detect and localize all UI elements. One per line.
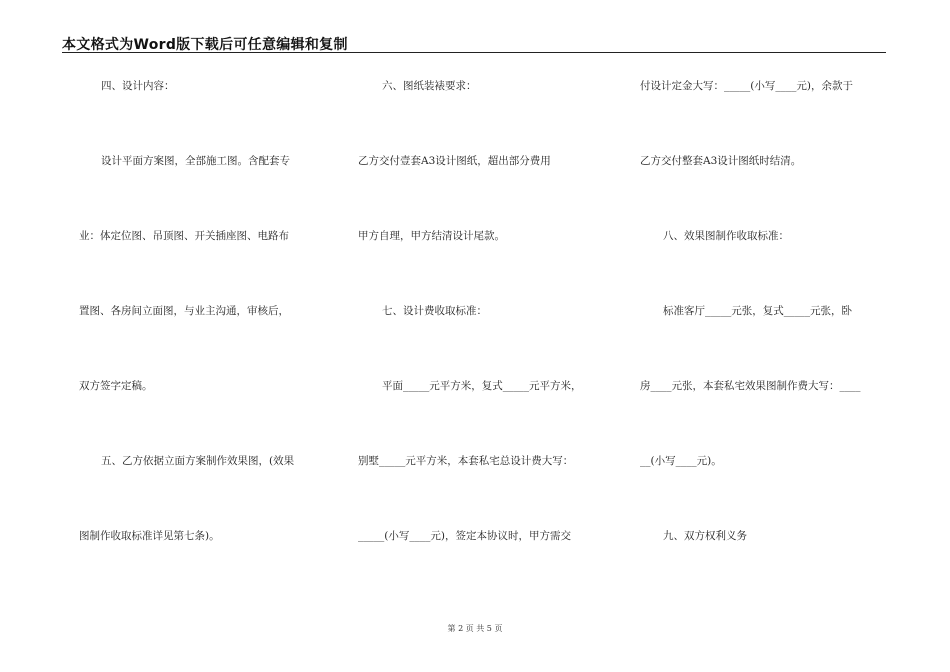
- text-line: 标准客厅_____元张，复式_____元张，卧: [663, 305, 852, 317]
- text-line: 七、设计费收取标准：: [382, 305, 487, 317]
- text-line: 别墅_____元平方米，本套私宅总设计费大写：: [358, 455, 574, 467]
- text-line: 乙方交付整套A3设计图纸时结清。: [640, 155, 802, 167]
- text-line: 业：体定位图、吊顶图、开关插座图、电路布: [79, 230, 289, 242]
- text-line: 设计平面方案图，全部施工图。含配套专: [101, 155, 290, 167]
- text-line: 双方签字定稿。: [79, 380, 153, 392]
- text-line: __(小写____元)。: [640, 455, 722, 467]
- text-line: 平面_____元平方米，复式_____元平方米，: [382, 380, 582, 392]
- text-line: 付设计定金大写：_____(小写____元)，余款于: [640, 80, 853, 92]
- text-line: _____(小写____元)，签定本协议时，甲方需交: [358, 530, 571, 542]
- text-line: 图制作收取标准详见第七条)。: [79, 530, 220, 542]
- page-number: 第 2 页 共 5 页: [447, 624, 503, 633]
- text-line: 五、乙方依据立面方案制作效果图，(效果: [101, 455, 295, 467]
- header-divider: [62, 52, 886, 53]
- text-line: 甲方自理，甲方结清设计尾款。: [358, 230, 505, 242]
- text-line: 四、设计内容：: [101, 80, 175, 92]
- text-line: 六、图纸装裱要求：: [382, 80, 477, 92]
- text-line: 置图、各房间立面图，与业主沟通，审核后，: [79, 305, 289, 317]
- text-line: 房____元张，本套私宅效果图制作费大写：____: [640, 380, 861, 392]
- text-line: 乙方交付壹套A3设计图纸，超出部分费用: [358, 155, 551, 167]
- text-line: 八、效果图制作收取标准：: [663, 230, 789, 242]
- text-line: 九、双方权利义务: [663, 530, 747, 542]
- document-header-title: 本文格式为Word版下载后可任意编辑和复制: [62, 37, 348, 53]
